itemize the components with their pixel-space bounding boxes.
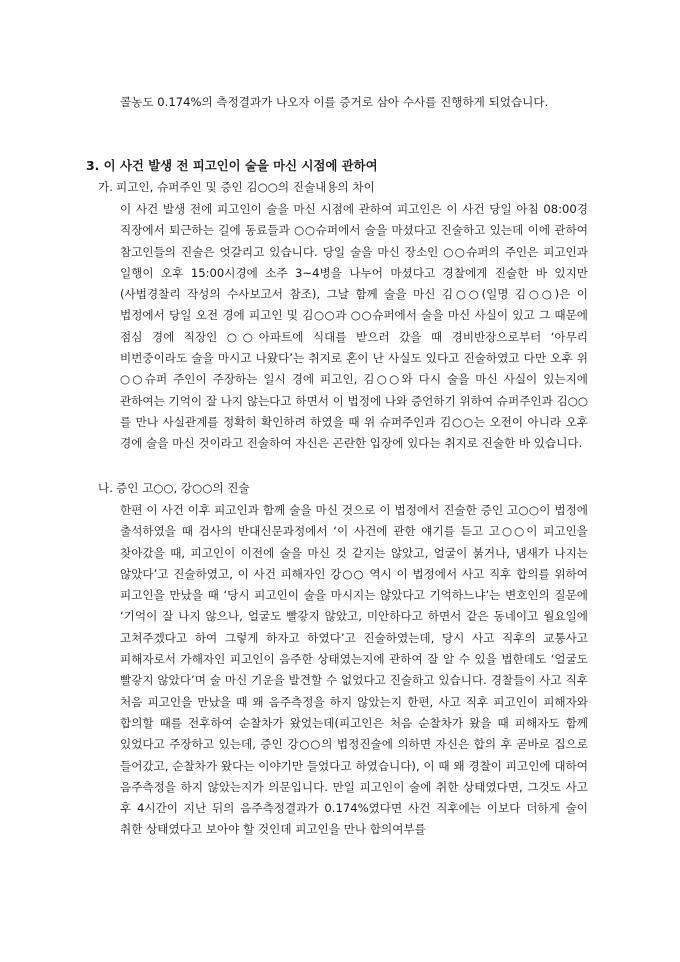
subsection-a-title: 피고인, 슈퍼주인 및 증인 김○○의 진술내용의 차이 bbox=[116, 180, 375, 194]
intro-paragraph: 콜농도 0.174%의 측정결과가 나오자 이를 증거로 삼아 수사를 진행하게 되었습니다. bbox=[120, 95, 549, 109]
subsection-b-marker: 나. bbox=[98, 481, 113, 495]
subsection-a-marker: 가. bbox=[98, 180, 113, 194]
subsection-b-title: 증인 고○○, 강○○의 진술 bbox=[116, 481, 250, 495]
subsection-b-body: 한편 이 사건 이후 피고인과 함께 술을 마신 것으로 이 법정에서 진술한 증인 고○○이 법정에 출석하였을 때 검사의 반대신문과정에서 ‘이 사건에 관한 얘기를 듣고 고○○이 피고인을 찾아갔을 때, 피고인이 이전에 술을 마신 것 같지는 않았고, 얼굴이 붉거나, 냄새가 나지는 않았다’고 진술하였고, 이 사건 피해자인 강○○ 역시 이 법정에서 사고 직후 합의를 위하여 피고인을 만났을 때 ‘당시 피고인이 술을 마시지는 않았다고 기억하느냐’는 변호인의 질문에 ‘기억이 잘 나지 않으나, 얼굴도 빨갛지 않았고, 미안하다고 하면서 같은 동네이고 월요일에 고쳐주겠다고 하여 그렇게 하자고 하였다’고 진술하였는데, 당시 사고 직후의 교통사고 피해자로서 가해자인 피고인이 음주한 상태였는지에 관하여 잘 알 수 있을 법한데도 ‘얼굴도 빨갛지 않았다’며 술 마신 기운을 발견할 수 없었다고 진술하고 있습니다. 경찰들이 사고 직후 처음 피고인을 만났을 때 왜 음주측정을 하지 않았는지 한편, 사고 직후 피고인이 피해자와 합의할 때를 전후하여 순찰차가 왔었는데(피고인은 처음 순찰차가 왔을 때 피해자도 함께 있었다고 주장하고 있는데, 증인 강○○의 법정진술에 의하면 자신은 합의 후 곧바로 집으로 들어갔고, 순찰차가 왔다는 이야기만 들었다고 하였습니다), 이 때 왜 경찰이 피고인에 대하여 음주측정을 하지 않았는지가 의문입니다. 만일 피고인이 술에 취한 상태였다면, 그것도 사고 후 4시간이 지난 뒤의 음주측정결과가 0.174%였다면 사건 직후에는 이보다 더하게 술이 취한 상태였다고 보아야 할 것인데 피고인을 만나 합의여부를 bbox=[120, 503, 588, 837]
subsection-a-body: 이 사건 발생 전에 피고인이 술을 마신 시점에 관하여 피고인은 이 사건 당일 아침 08:00경 직장에서 퇴근하는 길에 동료들과 ○○슈퍼에서 술을 마셨다고 진술하고 있는데 이에 관하여 참고인들의 진술은 엇갈리고 있습니다. 당일 술을 마신 장소인 ○○슈퍼의 주인은 피고인과 일행이 오후 15:00시경에 소주 3~4병을 나누어 마셨다고 경찰에게 진술한 바 있지만(사법경찰리 작성의 수사보고서 참조), 그날 함께 술을 마신 김○○(일명 김○○)은 이 법정에서 당일 오전 경에 피고인 및 김○○과 ○○슈퍼에서 술을 마신 사실이 있고 그 때문에 점심 경에 직장인 ○○아파트에 식대를 받으러 갔을 때 경비반장으로부터 ‘아무리 비번중이라도 술을 마시고 나왔다’는 취지로 혼이 난 사실도 있다고 진술하였고 다만 오후 위 ○○슈퍼 주인이 주장하는 일시 경에 피고인, 김○○와 다시 술을 마신 사실이 있는지에 관하여는 기억이 잘 나지 않는다고 하면서 이 법정에 나와 증언하기 위하여 슈퍼주인과 김○○를 만나 사실관계를 정확히 확인하려 하였을 때 위 슈퍼주인과 김○○는 오전이 아니라 오후 경에 술을 마신 것이라고 진술하여 자신은 곤란한 입장에 있다는 취지로 진술한 바 있습니다. bbox=[120, 202, 588, 451]
subsection-b-heading bbox=[98, 478, 250, 498]
section-3-title: 이 사건 발생 전 피고인이 술을 마신 시점에 관하여 bbox=[103, 158, 378, 173]
section-3-number: 3. bbox=[86, 158, 100, 173]
subsection-a-heading bbox=[98, 177, 375, 197]
section-3-heading bbox=[86, 156, 606, 176]
